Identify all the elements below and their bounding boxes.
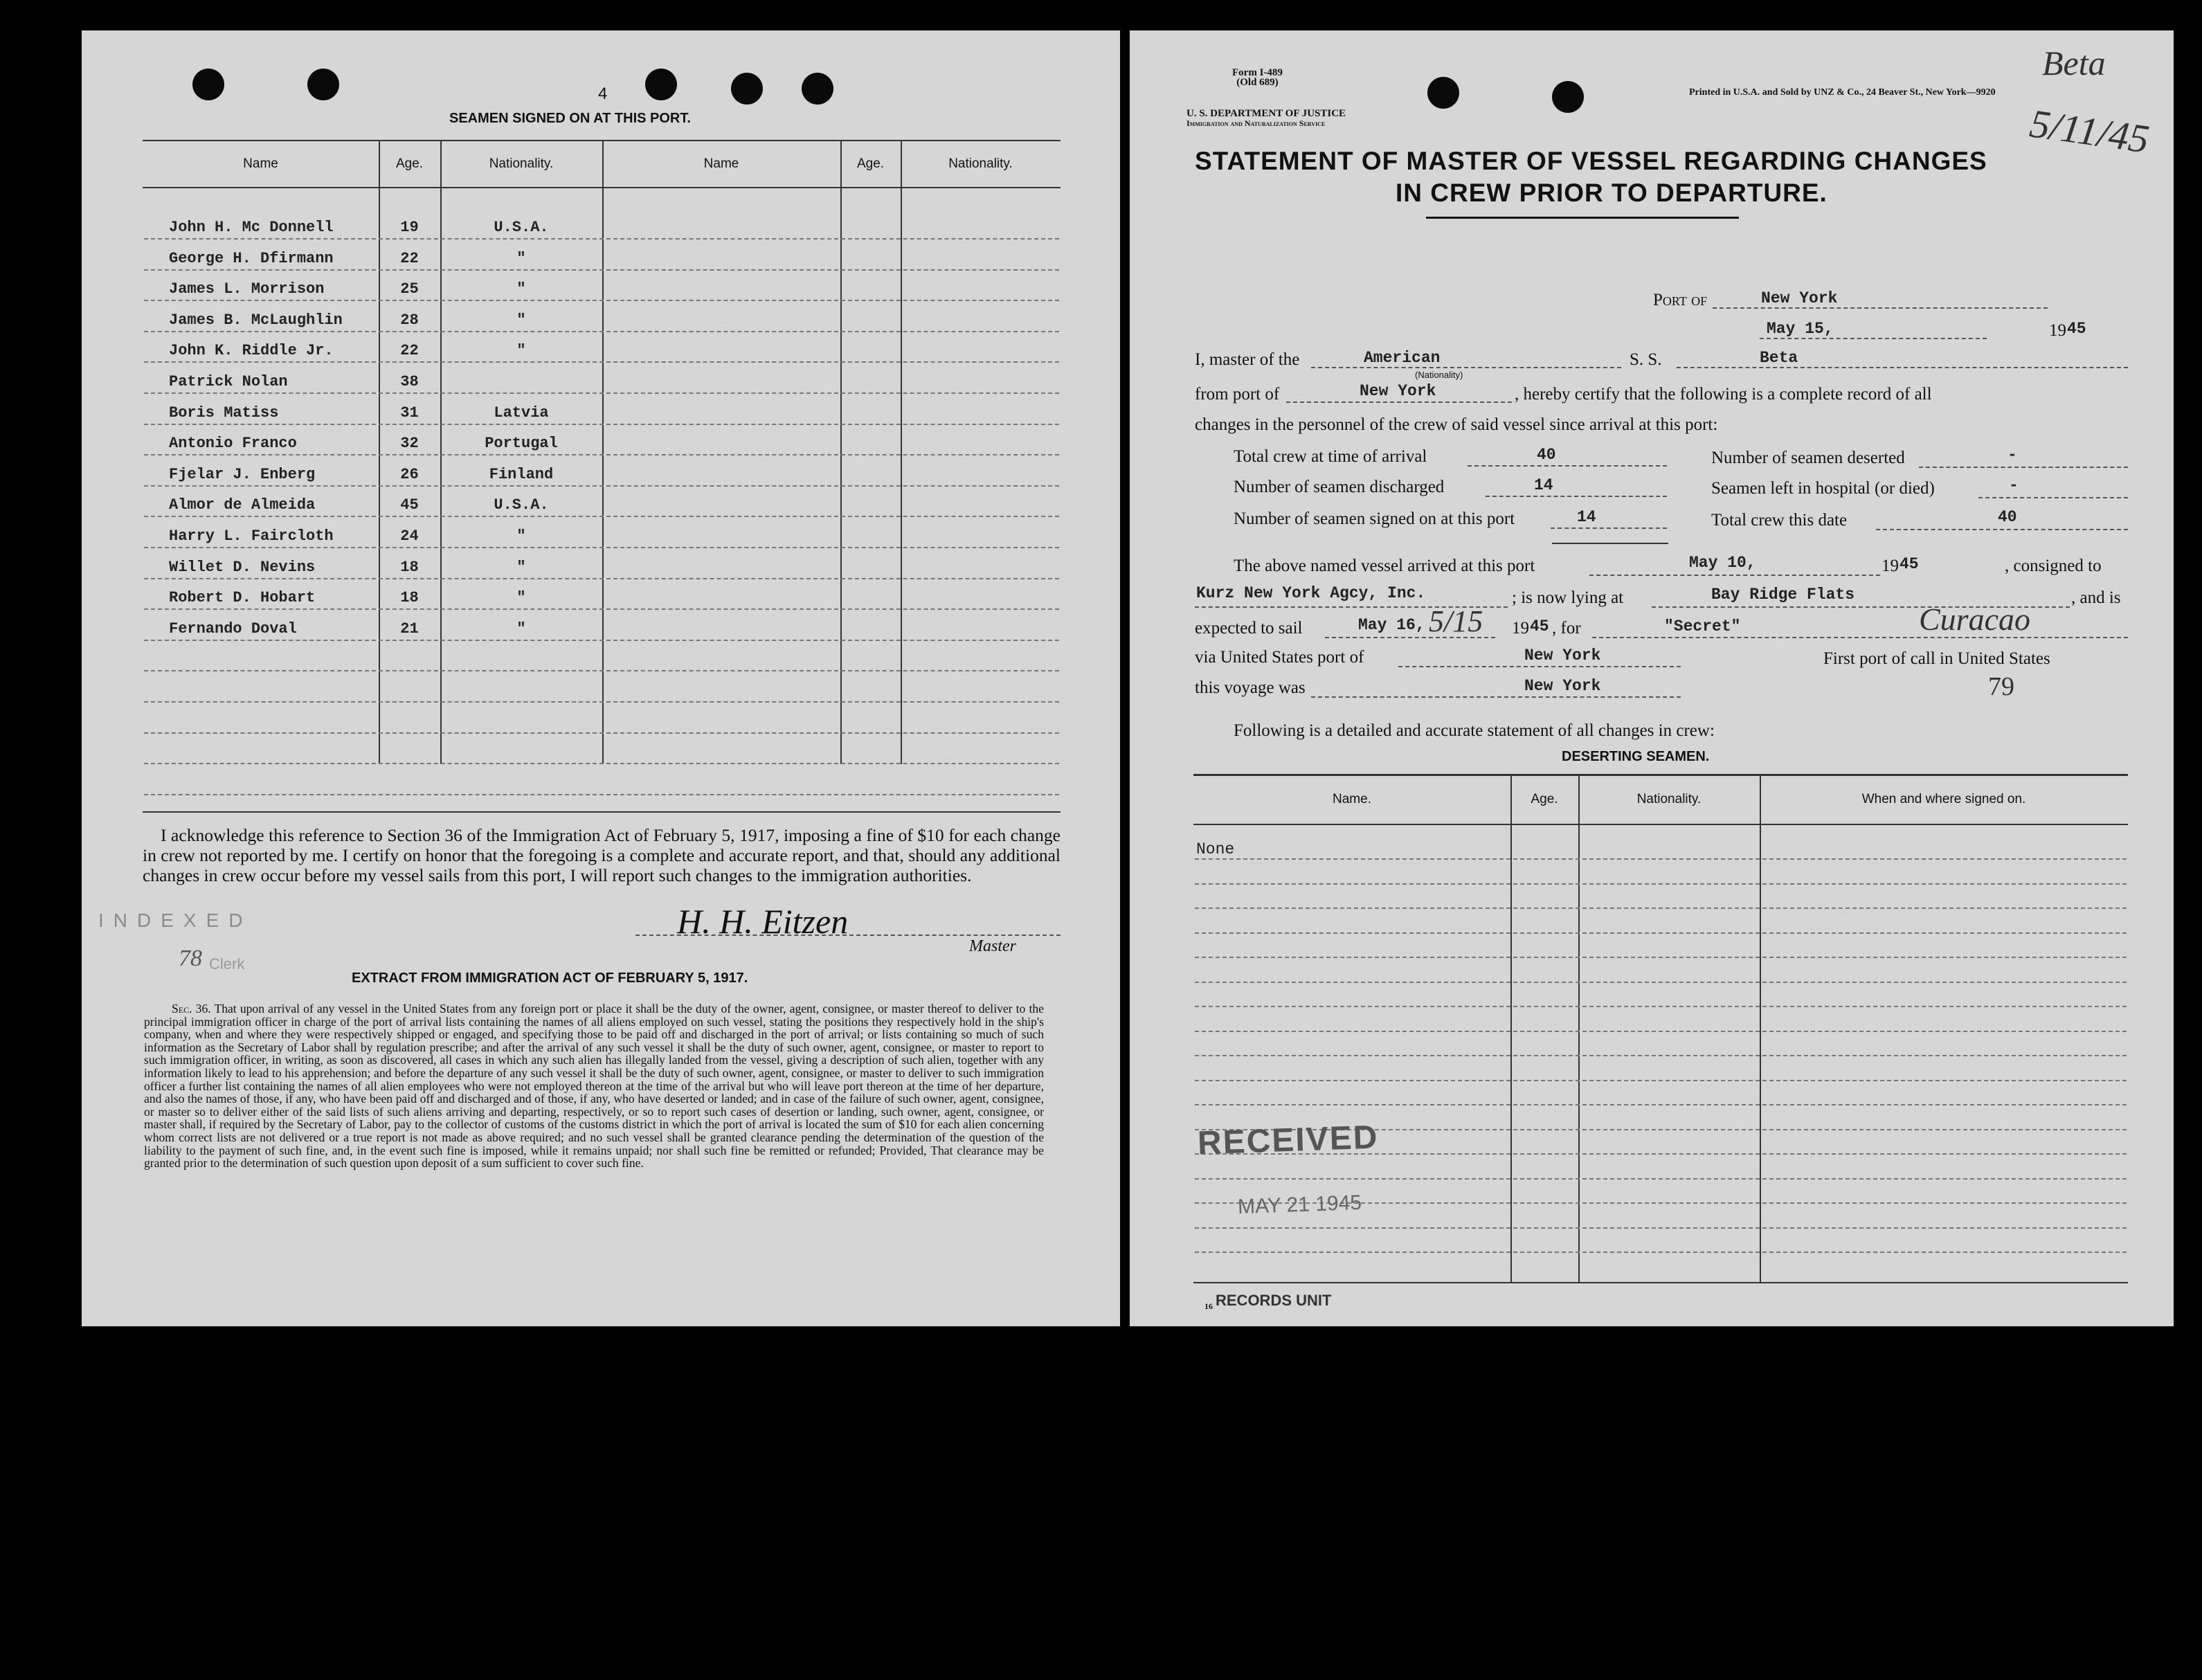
row-line	[144, 331, 1059, 332]
desert-col-name: Name.	[1333, 792, 1371, 806]
certify-text-2: changes in the personnel of the crew of said vessel since arrival at this port:	[1195, 415, 1718, 434]
signed-on-value: 14	[1577, 508, 1596, 526]
total-date-label: Total crew this date	[1711, 511, 1848, 530]
via-port: New York	[1524, 647, 1601, 665]
seaman-age: 32	[400, 435, 419, 453]
row-line	[144, 238, 1059, 240]
destination-handwritten: Curacao	[1919, 602, 2030, 637]
deserted-label: Number of seamen deserted	[1711, 449, 1905, 467]
desert-row-line	[1195, 1055, 2127, 1056]
desert-row-line	[1195, 883, 2127, 885]
expected-date: May 16,	[1358, 616, 1425, 634]
destination: "Secret"	[1664, 617, 1741, 635]
punch-hole	[1552, 81, 1584, 113]
seaman-name: Fernando Doval	[169, 620, 297, 638]
row-line	[144, 269, 1059, 271]
arrived-label: The above named vessel arrived at this port	[1234, 557, 1535, 575]
signed-on-label: Number of seamen signed on at this port	[1234, 509, 1515, 528]
seaman-row	[82, 589, 1120, 610]
seaman-name: James B. McLaughlin	[169, 311, 343, 329]
desert-col-signed-on: When and where signed on.	[1861, 792, 2026, 806]
seaman-name: Willet D. Nevins	[169, 558, 316, 576]
seaman-row	[82, 280, 1120, 301]
consignee: Kurz New York Agcy, Inc.	[1196, 584, 1426, 602]
punch-hole	[192, 69, 224, 100]
year-suffix: 45	[2067, 320, 2086, 338]
port-value: New York	[1761, 289, 1838, 307]
row-line	[144, 485, 1059, 487]
discharged-value: 14	[1534, 476, 1553, 494]
voyage-port: New York	[1524, 677, 1601, 695]
form-number-block: Form I-489 (Old 689)	[1232, 67, 1283, 88]
seaman-nationality: "	[516, 589, 526, 607]
desert-col-age: Age.	[1531, 792, 1558, 806]
seaman-age: 28	[400, 311, 419, 329]
seaman-row	[82, 559, 1120, 579]
desert-row-line	[1195, 957, 2127, 958]
consigned-label: , consigned to	[2005, 557, 2102, 575]
seaman-name: Boris Matiss	[169, 404, 279, 422]
hospital-value: -	[2009, 476, 2019, 494]
master-of-label: I, master of the	[1195, 350, 1300, 369]
row-line	[144, 361, 1059, 363]
deserted-value: -	[2007, 446, 2017, 464]
desert-row-line	[1195, 1252, 2127, 1253]
desert-row-line	[1195, 982, 2127, 983]
seaman-name: James L. Morrison	[169, 280, 325, 298]
col-name-2: Name	[703, 156, 739, 171]
for-label: , for	[1552, 619, 1581, 638]
seaman-nationality: "	[516, 620, 526, 638]
seaman-age: 38	[400, 373, 419, 390]
row-line	[144, 547, 1059, 548]
seaman-age: 26	[400, 465, 419, 483]
page-mark: 79	[1988, 672, 2014, 701]
seaman-age: 24	[400, 527, 419, 545]
expected-label: expected to sail	[1195, 619, 1303, 638]
seaman-nationality: U.S.A.	[494, 496, 549, 514]
vessel-name: Beta	[1760, 349, 1798, 367]
seaman-age: 19	[400, 219, 419, 236]
row-line	[144, 670, 1059, 671]
indexed-stamp: INDEXED	[98, 910, 253, 931]
row-line	[144, 640, 1059, 641]
seaman-row	[82, 250, 1120, 271]
seaman-row	[82, 496, 1120, 517]
arrived-year: 45	[1899, 555, 1919, 573]
arrived-year-prefix: 19	[1881, 557, 1899, 575]
seaman-name: Almor de Almeida	[169, 496, 316, 514]
seaman-nationality: "	[516, 342, 526, 360]
via-label: via United States port of	[1195, 648, 1364, 667]
expected-handwritten: 5/15	[1429, 604, 1483, 638]
right-page	[1130, 30, 2174, 1326]
seaman-age: 22	[400, 342, 419, 360]
desert-row-line	[1195, 1080, 2127, 1081]
received-date: MAY 21 1945	[1237, 1191, 1362, 1219]
port-label: Port of	[1653, 291, 1708, 309]
extract-text: Sec. 36. That upon arrival of any vessel in the United States from any foreign port or place it shall be the duty of the owner, agent, consignee, or master thereof to deliver to the principal immigration officer in charge of the port of arrival lists containing the names of all aliens employed on such vessel, stating the positions they respectively hold in the ship's company, when and where they were respectively shipped or engaged, and specifying those to be paid off and discharged in the port of arrival; or lists containing so much of such information as the Secretary of Labor shall by regulation prescribe; and after the arrival of any such vessel it shall be the duty of such owner, agent, consignee, or master to report to such immigration officer, in writing, as soon as discovered, all cases in which any such alien has illegally landed from the vessel, giving a description of such alien, together with any information likely to lead to his apprehension; and before the departure of any such vessel it shall be the duty of such owner, agent, consignee, or master to deliver to such immigration officer a further list containing the names of all alien employees who were not employed thereon at the time of the arrival but who will leave port thereon at the time of her departure, and also the names of those, if any, who have been paid off and discharged and of those, if any, who have deserted or landed; and in case of the failure of such owner, agent, consignee, or master so to deliver either of the said lists of such aliens arriving and departing, respectively, or so to report such cases of desertion or landing, such owner, agent, consignee, or master shall, if required by the Secretary of Labor, pay to the collector of customs of the customs district in which the port of arrival is located the sum of $10 for each alien concerning whom correct lists are not delivered or a true report is not made as above required; and no such vessel shall be granted clearance pending the determination of the question of the liability to the payment of such fine, and, in the event such fine is imposed, while it remains unpaid; nor shall such fine be remitted or refunded; Provided, That clearance may be granted prior to the determination of such question upon deposit of a sum sufficient to cover such fine.	[144, 1002, 1044, 1171]
records-unit: RECORDS UNIT	[1216, 1292, 1332, 1309]
desert-row-line	[1195, 1178, 2127, 1180]
seaman-age: 18	[400, 558, 419, 576]
seaman-row	[82, 620, 1120, 641]
seaman-age: 25	[400, 280, 419, 298]
seaman-nationality: Portugal	[485, 435, 558, 453]
expected-year-prefix: 19	[1512, 619, 1529, 638]
arrived-date: May 10,	[1689, 554, 1756, 572]
date-value: May 15,	[1767, 320, 1834, 338]
ss-label: S. S.	[1630, 350, 1662, 369]
row-line	[144, 578, 1059, 579]
hospital-label: Seamen left in hospital (or died)	[1711, 479, 1935, 498]
seaman-nationality: "	[516, 311, 526, 329]
col-age: Age.	[395, 156, 424, 171]
desert-col-nationality: Nationality.	[1636, 792, 1702, 806]
desert-row-line	[1195, 1104, 2127, 1105]
seaman-nationality: "	[516, 558, 526, 576]
printer-line: Printed in U.S.A. and Sold by UNZ & Co., 24 Beaver St., New York—9920	[1689, 87, 1996, 98]
punch-hole	[645, 69, 677, 100]
seaman-age: 45	[400, 496, 419, 514]
seaman-row	[82, 219, 1120, 240]
seaman-nationality: U.S.A.	[494, 219, 549, 236]
received-stamp: RECEIVED	[1197, 1119, 1380, 1162]
discharged-label: Number of seamen discharged	[1234, 478, 1445, 496]
lying-at: Bay Ridge Flats	[1711, 586, 1855, 604]
seaman-age: 31	[400, 404, 419, 422]
seaman-age: 18	[400, 589, 419, 607]
seaman-name: Fjelar J. Enberg	[169, 465, 316, 483]
seaman-row	[82, 435, 1120, 455]
department: U. S. DEPARTMENT OF JUSTICE	[1186, 108, 1346, 119]
punch-hole	[802, 73, 833, 105]
seaman-row	[82, 311, 1120, 332]
and-is: , and is	[2071, 588, 2121, 607]
seaman-name: George H. Dfirmann	[169, 249, 334, 267]
col-name: Name	[243, 156, 278, 171]
desert-row-line	[1195, 1227, 2127, 1229]
following-text: Following is a detailed and accurate statement of all changes in crew:	[1234, 721, 1715, 740]
desert-row-line	[1195, 907, 2127, 909]
deserting-title: DESERTING SEAMEN.	[1562, 749, 1710, 764]
row-line	[144, 516, 1059, 517]
handwritten-date: 5/11/45	[2027, 100, 2152, 162]
seaman-nationality: "	[516, 249, 526, 267]
form-title-line2: IN CREW PRIOR TO DEPARTURE.	[1396, 179, 1828, 207]
year-prefix: 19	[2049, 321, 2066, 340]
first-port-label: First port of call in United States	[1823, 649, 2050, 668]
voyage-label: this voyage was	[1195, 678, 1306, 697]
desert-row-line	[1195, 932, 2127, 934]
seaman-nationality: Latvia	[494, 404, 549, 422]
seaman-name: Robert D. Hobart	[169, 589, 316, 607]
master-signature: H. H. Eitzen	[677, 902, 849, 941]
seaman-name: John K. Riddle Jr.	[169, 342, 334, 360]
deserting-entry: None	[1196, 840, 1235, 858]
handwritten-vessel: Beta	[2042, 44, 2106, 82]
col-nationality-2: Nationality.	[948, 156, 1013, 171]
row-line	[144, 608, 1059, 610]
seaman-row	[82, 404, 1120, 425]
footer-code: 16	[1204, 1301, 1213, 1311]
row-line	[144, 300, 1059, 301]
master-label: Master	[969, 937, 1016, 955]
total-date-value: 40	[1998, 508, 2017, 526]
lying-label: ; is now lying at	[1512, 588, 1624, 607]
acknowledgment-text: I acknowledge this reference to Section 36 of the Immigration Act of February 5, 1917, imposing a fine of $10 for each change in crew not reported by me. I certify on honor that the foregoing is a complete and accurate report, and that, should any additional changes in crew occur before my vessel sails from this port, I will report such changes to the immigration authorities.	[143, 825, 1061, 885]
seaman-row	[82, 373, 1120, 394]
seaman-row	[82, 466, 1120, 487]
total-arrival-label: Total crew at time of arrival	[1234, 447, 1427, 466]
seaman-nationality: "	[516, 527, 526, 545]
row-line	[144, 424, 1059, 425]
row-line	[144, 701, 1059, 703]
punch-hole	[307, 69, 339, 100]
seaman-age: 21	[400, 620, 419, 638]
seamen-title: SEAMEN SIGNED ON AT THIS PORT.	[449, 111, 691, 126]
certify-text: , hereby certify that the following is a complete record of all	[1515, 385, 1932, 404]
row-line	[144, 794, 1059, 795]
clerk-label: Clerk	[209, 955, 245, 973]
seaman-row	[82, 527, 1120, 548]
expected-year: 45	[1530, 617, 1549, 635]
row-line	[144, 732, 1059, 734]
from-port-value: New York	[1360, 382, 1436, 400]
seaman-name: John H. Mc Donnell	[169, 219, 334, 236]
clerk-initials: 78	[179, 946, 202, 971]
row-line	[144, 454, 1059, 455]
desert-row-line	[1195, 858, 2127, 860]
col-age-2: Age.	[856, 156, 885, 171]
seaman-nationality: Finland	[489, 465, 554, 483]
total-arrival-value: 40	[1537, 446, 1556, 464]
seaman-name: Patrick Nolan	[169, 373, 288, 390]
form-title-line1: STATEMENT OF MASTER OF VESSEL REGARDING CHANGES	[1195, 147, 1987, 175]
row-line	[144, 763, 1059, 764]
row-line	[144, 392, 1059, 394]
service: Immigration and Naturalization Service	[1186, 118, 1326, 128]
desert-row-line	[1195, 1006, 2127, 1007]
col-nationality: Nationality.	[489, 156, 554, 171]
punch-hole	[731, 73, 763, 105]
nationality-value: American	[1364, 349, 1441, 367]
seaman-age: 22	[400, 249, 419, 267]
nationality-caption: (Nationality)	[1415, 370, 1463, 380]
seaman-name: Harry L. Faircloth	[169, 527, 334, 545]
seaman-nationality: "	[516, 280, 526, 298]
from-port-label: from port of	[1195, 385, 1280, 404]
desert-row-line	[1195, 1031, 2127, 1032]
extract-title: EXTRACT FROM IMMIGRATION ACT OF FEBRUARY 5, 1917.	[352, 970, 748, 986]
left-page	[82, 30, 1120, 1326]
page-number: 4	[598, 84, 608, 103]
punch-hole	[1427, 77, 1459, 109]
seaman-row	[82, 342, 1120, 363]
seaman-name: Antonio Franco	[169, 435, 297, 453]
